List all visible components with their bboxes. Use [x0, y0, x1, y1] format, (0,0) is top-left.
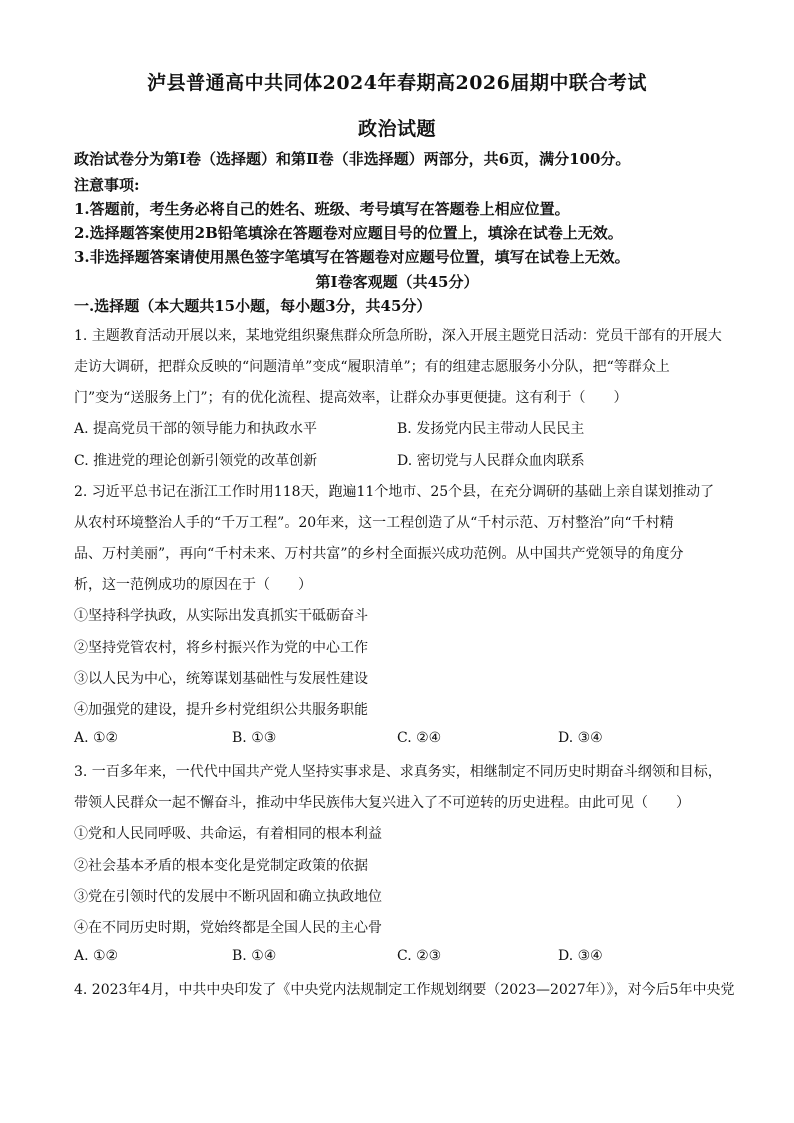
q2-option-c: C. ②④ [397, 730, 442, 746]
q2-line-1: 2. 习近平总书记在浙江工作时用118天，跑遍11个地市、25个县，在充分调研的基础上亲自谋划推动了 [74, 484, 715, 500]
q2-statement-4: ④加强党的建设，提升乡村党组织公共服务职能 [74, 702, 368, 718]
q1-option-a: A. 提高党员干部的领导能力和执政水平 [74, 421, 318, 437]
part-heading: 一.选择题（本大题共15小题，每小题3分，共45分） [74, 297, 432, 315]
q2-option-a: A. ①② [74, 730, 119, 746]
q1-option-b: B. 发扬党内民主带动人民民主 [397, 421, 585, 437]
q3-line-2: 带领人民群众一起不懈奋斗，推动中华民族伟大复兴进入了不可逆转的历史进程。由此可见（ ） [74, 795, 690, 811]
exam-subtitle: 政治试题 [357, 118, 436, 140]
q2-option-b: B. ①③ [232, 730, 277, 746]
q3-option-d: D. ③④ [558, 948, 603, 964]
q1-option-c: C. 推进党的理论创新引领党的改革创新 [74, 453, 318, 469]
q3-option-b: B. ①④ [232, 948, 277, 964]
q1-option-d: D. 密切党与人民群众血肉联系 [397, 453, 585, 469]
q3-statement-4: ④在不同历史时期，党始终都是全国人民的主心骨 [74, 920, 382, 936]
q2-statement-3: ③以人民为中心，统筹谋划基础性与发展性建设 [74, 671, 368, 687]
q3-option-c: C. ②③ [397, 948, 442, 964]
q2-option-d: D. ③④ [558, 730, 603, 746]
q3-option-a: A. ①② [74, 948, 119, 964]
exam-summary: 政治试卷分为第Ⅰ卷（选择题）和第Ⅱ卷（非选择题）两部分，共6页，满分100分。 [74, 150, 631, 168]
note-2: 2.选择题答案使用2B铅笔填涂在答题卷对应题目号的位置上，填涂在试卷上无效。 [74, 224, 623, 242]
q1-line-1: 1. 主题教育活动开展以来，某地党组织聚焦群众所急所盼，深入开展主题党日活动：党员干部有的开展大 [74, 328, 722, 344]
q2-statement-1: ①坚持科学执政，从实际出发真抓实干砥砺奋斗 [74, 608, 368, 624]
q4-line-1: 4. 2023年4月，中共中央印发了《中央党内法规制定工作规划纲要（2023—2027年）》，对今后5年中央党 [74, 982, 735, 998]
q2-line-2: 从农村环境整治人手的“千万工程”。20年来，这一工程创造了从“千村示范、万村整治”向“千村精 [74, 515, 674, 531]
q2-line-4: 析，这一范例成功的原因在于（ ） [74, 577, 312, 593]
note-3: 3.非选择题答案请使用黑色签字笔填写在答题卷对应题号位置，填写在试卷上无效。 [74, 248, 630, 266]
q1-line-2: 走访大调研，把群众反映的“问题清单”变成“履职清单”；有的组建志愿服务小分队，把“等群众上 [74, 359, 670, 375]
q1-line-3: 门”变为“送服务上门”；有的优化流程、提高效率，让群众办事更便捷。这有利于（ ） [74, 390, 628, 406]
note-1: 1.答题前，考生务必将自己的姓名、班级、考号填写在答题卷上相应位置。 [74, 200, 570, 218]
q3-statement-2: ②社会基本矛盾的根本变化是党制定政策的依据 [74, 858, 368, 874]
notes-heading: 注意事项: [74, 176, 140, 194]
q3-statement-3: ③党在引领时代的发展中不断巩固和确立执政地位 [74, 889, 382, 905]
exam-title: 泸县普通高中共同体2024年春期高2026届期中联合考试 [147, 72, 647, 94]
q3-line-1: 3. 一百多年来，一代代中国共产党人坚持实事求是、求真务实，相继制定不同历史时期奋斗纲领和目标， [74, 764, 722, 780]
section-heading: 第Ⅰ卷客观题（共45分） [315, 273, 479, 291]
q2-statement-2: ②坚持党管农村，将乡村振兴作为党的中心工作 [74, 640, 368, 656]
q2-line-3: 品、万村美丽”，再向“千村未来、万村共富”的乡村全面振兴成功范例。从中国共产党领导的角度分 [74, 546, 684, 562]
q3-statement-1: ①党和人民同呼吸、共命运，有着相同的根本利益 [74, 826, 382, 842]
